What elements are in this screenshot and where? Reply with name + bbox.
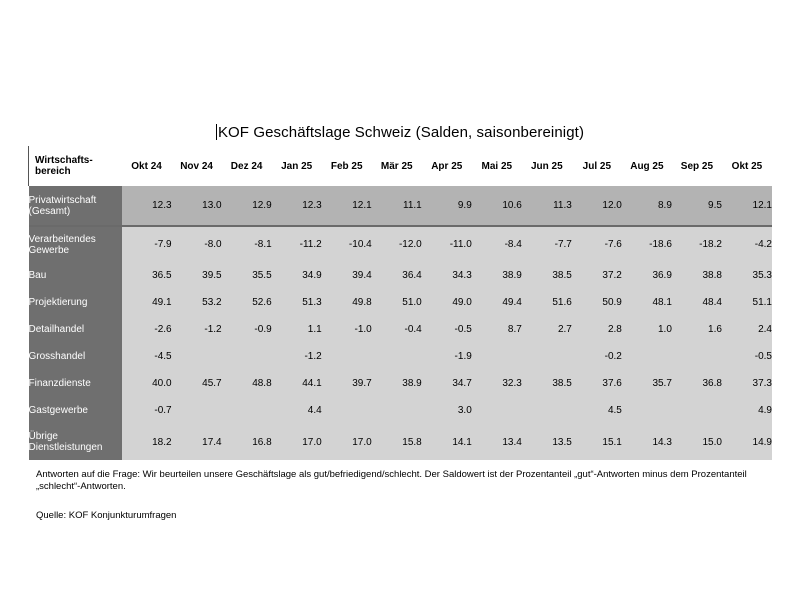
page-title-text: KOF Geschäftslage Schweiz (Salden, saisonbereinigt) [217,124,585,141]
table-cell: 52.6 [222,289,272,316]
column-header: Okt 24 [122,146,172,186]
table-cell: 1.0 [622,316,672,343]
table-cell: 18.2 [122,424,172,460]
table-cell [622,397,672,424]
table-cell: 36.9 [622,262,672,289]
table-row [29,370,773,397]
table-cell: -8.1 [222,226,272,262]
table-cell: 35.5 [222,262,272,289]
table-cell: 45.7 [172,370,222,397]
table-cell: 4.4 [272,397,322,424]
table-cell: 35.7 [622,370,672,397]
table-cell: -8.0 [172,226,222,262]
row-label: Verarbeitendes Gewerbe [29,226,122,262]
table-cell: 12.3 [272,186,322,226]
table-cell: 38.5 [522,262,572,289]
table-cell: 2.8 [572,316,622,343]
table-cell: 3.0 [422,397,472,424]
table-cell [672,397,722,424]
table-cell: 15.8 [372,424,422,460]
column-header: Nov 24 [172,146,222,186]
page-title [0,124,800,141]
table-cell: 13.0 [172,186,222,226]
table-cell: 9.5 [672,186,722,226]
table-cell: 16.8 [222,424,272,460]
table-cell: 11.3 [522,186,572,226]
table-cell: -0.4 [372,316,422,343]
table-row [29,226,773,262]
table-cell: 17.0 [272,424,322,460]
row-label: Grosshandel [29,343,122,370]
table-cell: 12.3 [122,186,172,226]
table-cell: 8.9 [622,186,672,226]
table-row [29,397,773,424]
table-cell [372,397,422,424]
table-cell: 36.8 [672,370,722,397]
row-label: Finanzdienste [29,370,122,397]
table-cell: 51.3 [272,289,322,316]
table-cell: 12.1 [322,186,372,226]
table-cell: -7.6 [572,226,622,262]
table-cell [222,343,272,370]
table-cell: -0.5 [722,343,772,370]
row-label: Gastgewerbe [29,397,122,424]
table-cell: 9.9 [422,186,472,226]
table-cell: -1.2 [172,316,222,343]
table-cell: 2.4 [722,316,772,343]
table-cell [472,343,522,370]
table-cell: 39.4 [322,262,372,289]
table-cell: -8.4 [472,226,522,262]
table-cell: 49.0 [422,289,472,316]
table-cell: 34.9 [272,262,322,289]
table-header-row [29,146,773,186]
table-cell [222,397,272,424]
table-cell: 37.2 [572,262,622,289]
source-note: Quelle: KOF Konjunkturumfragen [36,510,177,521]
table-cell: -0.9 [222,316,272,343]
table-cell: -4.2 [722,226,772,262]
table-cell: 4.9 [722,397,772,424]
table-cell: -2.6 [122,316,172,343]
table-cell: -7.9 [122,226,172,262]
table-cell: -1.9 [422,343,472,370]
table-cell: 15.1 [572,424,622,460]
table-cell: 14.3 [622,424,672,460]
column-header: Mär 25 [372,146,422,186]
column-header: Apr 25 [422,146,472,186]
column-header: Feb 25 [322,146,372,186]
table-cell: 1.1 [272,316,322,343]
table-row [29,186,773,226]
row-header-label: Wirtschafts- bereich [29,146,122,186]
table-cell: 39.7 [322,370,372,397]
table-cell: 15.0 [672,424,722,460]
table-cell: 10.6 [472,186,522,226]
table-cell: 53.2 [172,289,222,316]
row-label: Detailhandel [29,316,122,343]
table-row [29,316,773,343]
table-cell: 35.3 [722,262,772,289]
table-cell: 38.9 [372,370,422,397]
table-cell: 4.5 [572,397,622,424]
table-cell: -1.2 [272,343,322,370]
table-cell: 2.7 [522,316,572,343]
footnote: Antworten auf die Frage: Wir beurteilen unsere Geschäftslage als gut/befriedigend/schlecht. Der Saldowert ist der Prozentanteil „gut“-Antworten minus dem Prozentanteil „schlecht“-Antworten. [36,469,747,492]
table-cell: -11.2 [272,226,322,262]
column-header: Dez 24 [222,146,272,186]
table-cell: 49.4 [472,289,522,316]
table-cell [372,343,422,370]
column-header: Jan 25 [272,146,322,186]
column-header: Jul 25 [572,146,622,186]
table-cell: 14.9 [722,424,772,460]
table-cell: 38.9 [472,262,522,289]
column-header: Mai 25 [472,146,522,186]
table-cell [322,397,372,424]
table-cell: 12.0 [572,186,622,226]
table-cell [622,343,672,370]
table-row [29,289,773,316]
table-cell: 34.7 [422,370,472,397]
table-cell: 40.0 [122,370,172,397]
row-label: Bau [29,262,122,289]
table-cell: 17.0 [322,424,372,460]
table-cell: 36.4 [372,262,422,289]
table-cell: 36.5 [122,262,172,289]
business-situation-table [28,146,772,460]
table-cell: -18.2 [672,226,722,262]
table-cell: -0.7 [122,397,172,424]
column-header: Aug 25 [622,146,672,186]
table-cell: 32.3 [472,370,522,397]
table-cell [172,397,222,424]
table-cell: 48.4 [672,289,722,316]
table-cell: -18.6 [622,226,672,262]
table-cell [472,397,522,424]
table-cell: 1.6 [672,316,722,343]
table-row [29,343,773,370]
table-cell: 13.5 [522,424,572,460]
table-cell: 14.1 [422,424,472,460]
table-cell: 48.8 [222,370,272,397]
table-cell: 51.0 [372,289,422,316]
row-label: Projektierung [29,289,122,316]
table-cell: 37.6 [572,370,622,397]
table-cell: 34.3 [422,262,472,289]
table-cell: -11.0 [422,226,472,262]
row-label: Übrige Dienstleistungen [29,424,122,460]
table-cell: -10.4 [322,226,372,262]
table-cell: -0.5 [422,316,472,343]
table-cell: -1.0 [322,316,372,343]
table-cell: 11.1 [372,186,422,226]
table-cell [322,343,372,370]
table-cell [522,343,572,370]
table-cell: 51.6 [522,289,572,316]
table-cell [522,397,572,424]
table-cell: 17.4 [172,424,222,460]
table-cell: 39.5 [172,262,222,289]
table-cell: 38.8 [672,262,722,289]
table-cell [172,343,222,370]
table-cell: -4.5 [122,343,172,370]
table-row [29,424,773,460]
table-cell: -0.2 [572,343,622,370]
table-cell: -7.7 [522,226,572,262]
column-header: Okt 25 [722,146,772,186]
text-cursor [216,124,217,140]
column-header: Jun 25 [522,146,572,186]
table-cell: 12.1 [722,186,772,226]
row-label: Privatwirtschaft (Gesamt) [29,186,122,226]
table-cell: 13.4 [472,424,522,460]
table-cell: 49.8 [322,289,372,316]
table-cell: 38.5 [522,370,572,397]
table-cell: 44.1 [272,370,322,397]
table-cell: 8.7 [472,316,522,343]
table-cell: 37.3 [722,370,772,397]
table-cell: 50.9 [572,289,622,316]
table-cell: 51.1 [722,289,772,316]
table-cell: -12.0 [372,226,422,262]
table-cell: 49.1 [122,289,172,316]
table-cell: 48.1 [622,289,672,316]
table-cell [672,343,722,370]
column-header: Sep 25 [672,146,722,186]
table-row [29,262,773,289]
table-cell: 12.9 [222,186,272,226]
